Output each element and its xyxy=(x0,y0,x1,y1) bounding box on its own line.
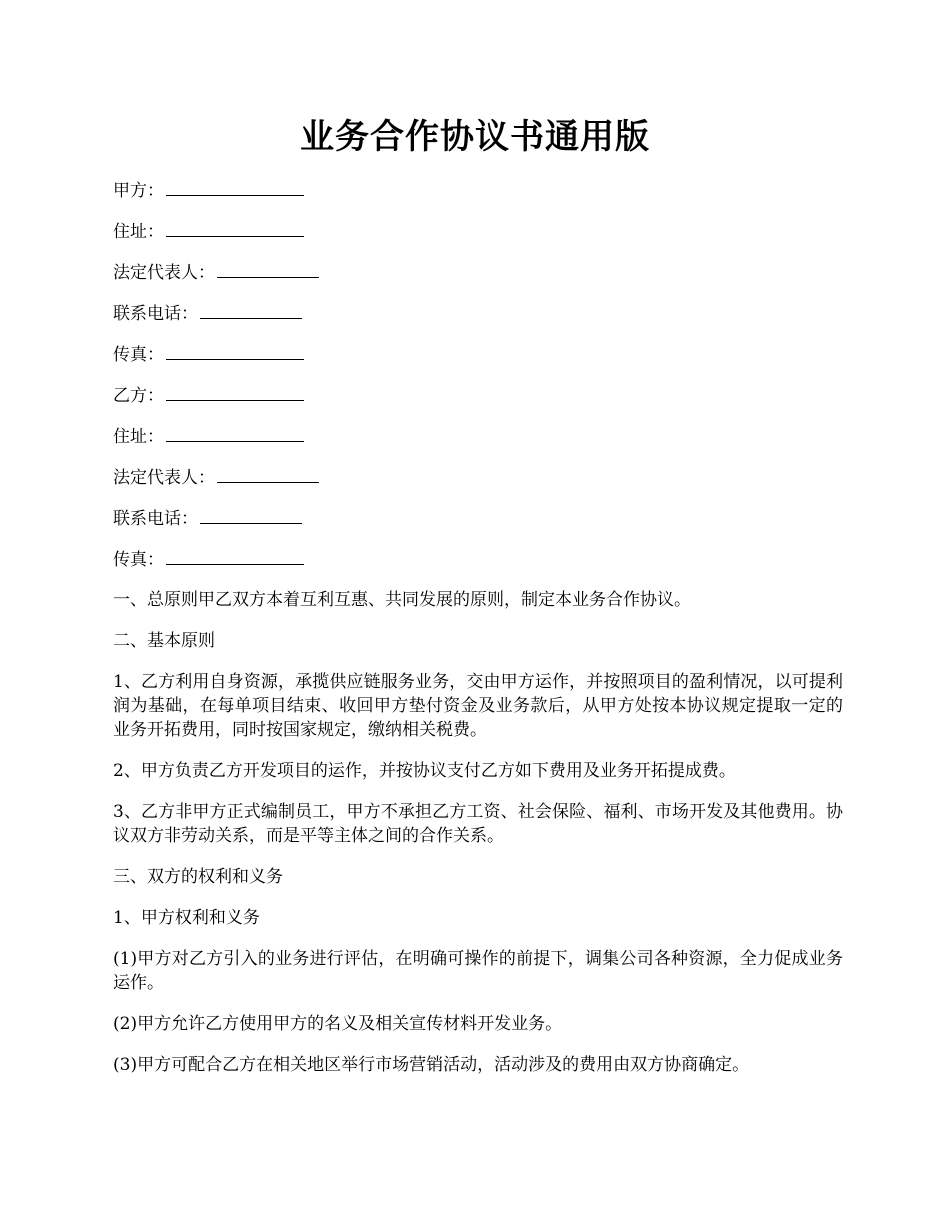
document-body xyxy=(113,178,843,1094)
paragraph-party-a-item-3: (3)甲方可配合乙方在相关地区举行市场营销活动，活动涉及的费用由双方协商确定。 xyxy=(113,1055,750,1075)
field-label: 联系电话： xyxy=(113,304,198,324)
party-a-phone-field xyxy=(113,301,843,325)
party-b-fax-field xyxy=(113,547,843,571)
party-b-address-field xyxy=(113,424,843,448)
blank-line xyxy=(217,260,319,278)
field-label: 联系电话： xyxy=(113,509,198,529)
field-label: 传真： xyxy=(113,345,164,365)
blank-line xyxy=(166,178,304,196)
party-a-address-field xyxy=(113,219,843,243)
blank-line xyxy=(166,342,304,360)
blank-line xyxy=(166,547,304,565)
field-label: 法定代表人： xyxy=(113,263,215,283)
party-a-name-field xyxy=(113,178,843,202)
paragraph-party-a-item-1: (1)甲方对乙方引入的业务进行评估，在明确可操作的前提下，调集公司各种资源，全力促成业务运作。 xyxy=(113,949,843,993)
blank-line xyxy=(166,424,304,442)
party-b-representative-field xyxy=(113,465,843,489)
paragraph-party-a-item-2: (2)甲方允许乙方使用甲方的名义及相关宣传材料开发业务。 xyxy=(113,1014,563,1034)
paragraph-principle-3: 3、乙方非甲方正式编制员工，甲方不承担乙方工资、社会保险、福利、市场开发及其他费用。协议双方非劳动关系，而是平等主体之间的合作关系。 xyxy=(113,802,843,846)
field-label: 传真： xyxy=(113,550,164,570)
party-a-representative-field xyxy=(113,260,843,284)
blank-line xyxy=(166,383,304,401)
paragraph-principle-1: 1、乙方利用自身资源，承揽供应链服务业务，交由甲方运作，并按照项目的盈利情况，以可提利润为基础，在每单项目结束、收回甲方垫付资金及业务款后，从甲方处按本协议规定提取一定的业务开拓费用，同时按国家规定，缴纳相关税费。 xyxy=(113,672,843,740)
field-label: 法定代表人： xyxy=(113,468,215,488)
paragraph-principle-2: 2、甲方负责乙方开发项目的运作，并按协议支付乙方如下费用及业务开拓提成费。 xyxy=(113,761,736,781)
heading-party-a-rights: 1、甲方权利和义务 xyxy=(113,908,260,928)
document-title: 业务合作协议书通用版 xyxy=(300,117,650,157)
field-label: 乙方： xyxy=(113,386,164,406)
party-b-name-field xyxy=(113,383,843,407)
blank-line xyxy=(200,506,302,524)
heading-basic-principles: 二、基本原则 xyxy=(113,631,215,651)
field-label: 住址： xyxy=(113,222,164,242)
party-a-fax-field xyxy=(113,342,843,366)
blank-line xyxy=(217,465,319,483)
blank-line xyxy=(166,219,304,237)
field-label: 住址： xyxy=(113,427,164,447)
party-b-phone-field xyxy=(113,506,843,530)
heading-rights-obligations: 三、双方的权利和义务 xyxy=(113,867,283,887)
paragraph-general-principle: 一、总原则甲乙双方本着互利互惠、共同发展的原则，制定本业务合作协议。 xyxy=(113,590,691,610)
field-label: 甲方： xyxy=(113,181,164,201)
blank-line xyxy=(200,301,302,319)
